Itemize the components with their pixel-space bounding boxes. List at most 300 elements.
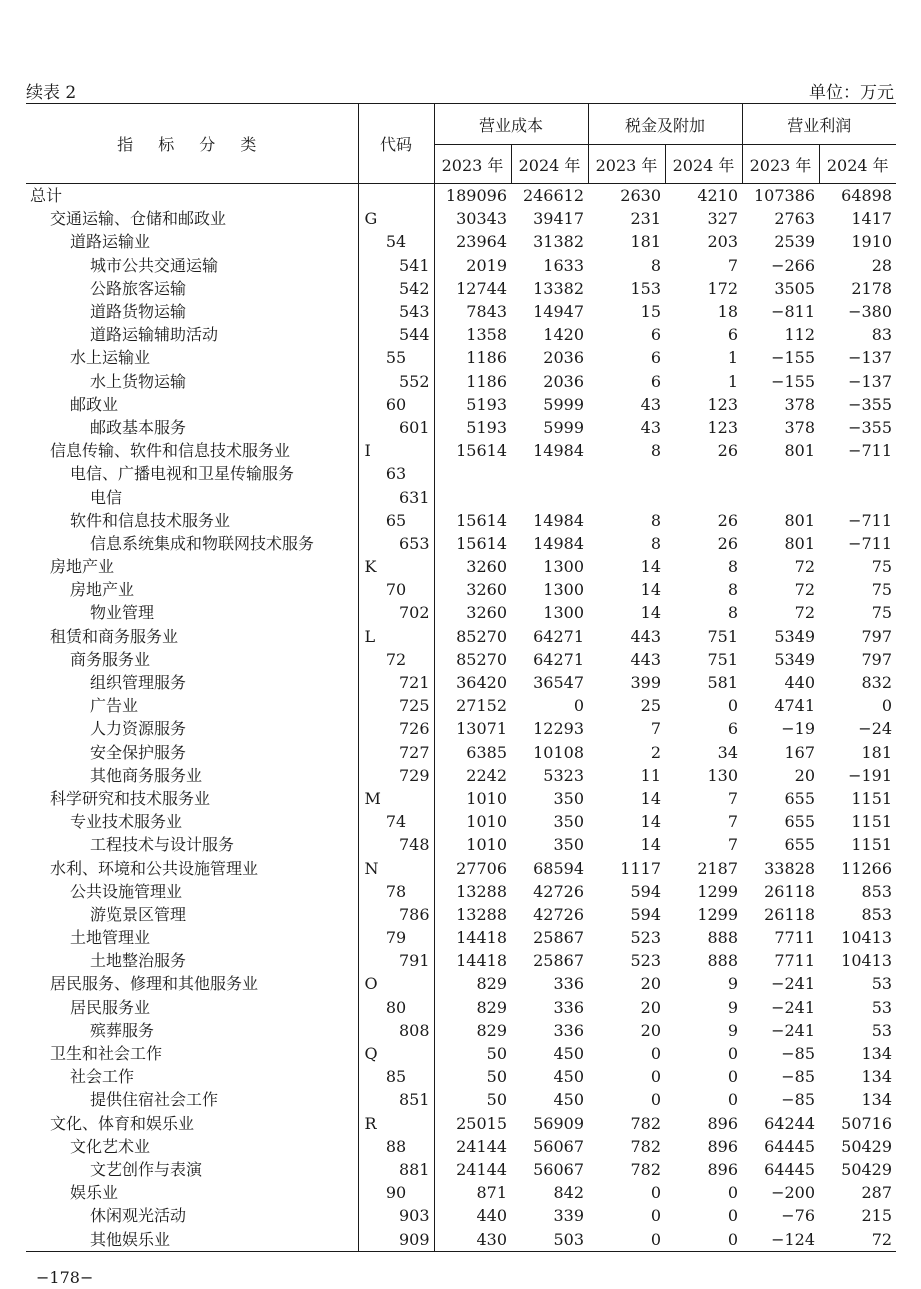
row-value: 797: [861, 626, 893, 646]
row-value: 167: [784, 742, 816, 762]
row-value: 1186: [466, 371, 507, 391]
row-value: 181: [630, 232, 662, 252]
row-value: 123: [707, 417, 739, 437]
table-row: [26, 485, 896, 508]
row-value: 378: [784, 394, 816, 414]
row-value: 83: [871, 325, 893, 345]
row-code: 808: [358, 1019, 434, 1042]
row-category-name: 文化艺术业: [70, 1136, 151, 1156]
table-row: [26, 207, 896, 230]
table-row: [26, 926, 896, 949]
row-value: 25867: [533, 928, 585, 948]
row-value: 64271: [533, 626, 585, 646]
row-value: 7711: [774, 951, 816, 971]
row-value: 0: [727, 1206, 739, 1226]
row-value: 56909: [533, 1113, 585, 1133]
row-category-name: 组织管理服务: [90, 673, 187, 693]
row-value: 10108: [533, 742, 585, 762]
row-value: 85270: [456, 626, 507, 646]
row-value: 2019: [466, 255, 507, 275]
table-row: [26, 370, 896, 393]
table-row: [26, 1181, 896, 1204]
header-year: 2024 年: [819, 145, 896, 184]
row-value: 440: [476, 1206, 507, 1226]
row-value: 5999: [543, 394, 585, 414]
row-value: 443: [630, 649, 662, 669]
table-row: [26, 323, 896, 346]
row-code: O: [358, 972, 434, 995]
row-value: 1299: [697, 881, 739, 901]
row-code: 88: [358, 1135, 434, 1158]
row-value: 0: [588, 1227, 665, 1251]
row-value: −85: [781, 1090, 816, 1110]
row-value: 14: [640, 580, 662, 600]
table-row: [26, 439, 896, 462]
row-value: −200: [771, 1183, 816, 1203]
row-value: [511, 485, 588, 508]
row-value: 6385: [466, 742, 507, 762]
row-value: −355: [848, 394, 893, 414]
table-row: [26, 601, 896, 624]
table-row: [26, 972, 896, 995]
row-category-name: 总计: [30, 186, 63, 206]
row-value: 27152: [456, 696, 507, 716]
row-value: 2: [650, 742, 662, 762]
row-value: 14: [640, 788, 662, 808]
row-code: 80: [358, 996, 434, 1019]
row-value: 5193: [466, 417, 507, 437]
row-code: 54: [358, 230, 434, 253]
row-category-name: 城市公共交通运输: [90, 255, 219, 275]
row-value: 13382: [533, 278, 585, 298]
row-category-name: 殡葬服务: [90, 1020, 155, 1040]
table-row: [26, 300, 896, 323]
row-value: 594: [630, 881, 662, 901]
row-value: 0: [881, 696, 893, 716]
row-value: 72: [819, 1227, 896, 1251]
row-value: 5349: [774, 649, 816, 669]
row-code: M: [358, 787, 434, 810]
row-value: 1300: [543, 557, 585, 577]
row-category-name: 租赁和商务服务业: [50, 626, 179, 646]
row-value: 871: [476, 1183, 507, 1203]
row-value: −711: [848, 510, 893, 530]
row-value: 7: [727, 788, 739, 808]
table-row: [26, 856, 896, 879]
row-code: 702: [358, 601, 434, 624]
row-code: 791: [358, 949, 434, 972]
row-value: 75: [871, 580, 893, 600]
row-value: 2539: [774, 232, 816, 252]
row-value: 1358: [466, 325, 507, 345]
row-value: 18: [717, 302, 739, 322]
row-value: 33828: [764, 858, 816, 878]
header-code: 代码: [358, 104, 434, 184]
table-row: [26, 741, 896, 764]
row-category-name: 电信、广播电视和卫星传输服务: [70, 464, 295, 484]
row-category-name: 公路旅客运输: [90, 278, 187, 298]
row-value: [434, 462, 511, 485]
table-row: [26, 1065, 896, 1088]
row-code: 74: [358, 810, 434, 833]
row-category-name: 房地产业: [50, 557, 115, 577]
row-value: 20: [640, 974, 662, 994]
row-value: 53: [871, 974, 893, 994]
row-value: 11: [640, 765, 662, 785]
row-value: 896: [707, 1159, 739, 1179]
row-value: 7711: [774, 928, 816, 948]
row-value: 829: [476, 974, 507, 994]
row-value: 2187: [697, 858, 739, 878]
row-value: 50: [486, 1090, 507, 1110]
row-value: 7: [650, 719, 662, 739]
row-value: −241: [771, 1020, 816, 1040]
row-value: 3260: [466, 557, 507, 577]
table-row: [26, 671, 896, 694]
row-category-name: 房地产业: [70, 580, 135, 600]
row-value: 72: [794, 580, 816, 600]
row-value: 14947: [533, 302, 585, 322]
row-value: 6: [650, 371, 662, 391]
row-category-name: 游览景区管理: [90, 904, 187, 924]
row-code: 78: [358, 880, 434, 903]
row-code: 70: [358, 578, 434, 601]
row-value: 751: [707, 649, 739, 669]
row-value: 23964: [456, 232, 507, 252]
row-value: 1151: [851, 788, 893, 808]
row-value: 8: [650, 441, 662, 461]
row-value: 1151: [851, 835, 893, 855]
row-value: 801: [784, 510, 816, 530]
row-value: 172: [707, 278, 739, 298]
row-category-name: 人力资源服务: [90, 719, 187, 739]
row-value: 7843: [466, 302, 507, 322]
row-value: 56067: [533, 1159, 585, 1179]
row-category-name: 其他商务服务业: [90, 765, 203, 785]
row-category-name: 专业技术服务业: [70, 812, 183, 832]
row-code: I: [358, 439, 434, 462]
row-value: 0: [727, 696, 739, 716]
row-value: −85: [781, 1044, 816, 1064]
row-value: 0: [650, 1206, 662, 1226]
row-value: 8: [650, 533, 662, 553]
table-row: [26, 230, 896, 253]
row-category-name: 交通运输、仓储和邮政业: [50, 209, 227, 229]
row-value: 189096: [445, 186, 507, 206]
row-value: −191: [848, 765, 893, 785]
row-value: [742, 462, 819, 485]
row-code: 55: [358, 346, 434, 369]
row-code: 601: [358, 416, 434, 439]
row-category-name: 休闲观光活动: [90, 1206, 187, 1226]
row-code: 851: [358, 1088, 434, 1111]
row-value: 8: [650, 255, 662, 275]
row-value: 43: [640, 417, 662, 437]
header-year: 2023 年: [588, 145, 665, 184]
row-value: 25: [640, 696, 662, 716]
row-value: 1010: [466, 788, 507, 808]
header-group-operating-cost: 营业成本: [434, 104, 588, 145]
row-value: 31382: [533, 232, 585, 252]
row-code: 544: [358, 323, 434, 346]
table-row: [26, 1227, 896, 1251]
row-category-name: 邮政业: [70, 394, 119, 414]
row-value: 20: [794, 765, 816, 785]
row-value: 6: [650, 325, 662, 345]
row-value: 112: [784, 325, 816, 345]
row-category-name: 居民服务、修理和其他服务业: [50, 974, 259, 994]
table-row: [26, 810, 896, 833]
row-value: 12293: [533, 719, 585, 739]
table-row: [26, 1158, 896, 1181]
row-value: −19: [781, 719, 816, 739]
row-value: [665, 462, 742, 485]
row-value: 36547: [533, 673, 585, 693]
row-value: 0: [727, 1044, 739, 1064]
row-code: 729: [358, 764, 434, 787]
table-row: [26, 1088, 896, 1111]
row-value: 0: [727, 1067, 739, 1087]
table-row: [26, 1204, 896, 1227]
row-value: 751: [707, 626, 739, 646]
unit-label: 单位：万元: [809, 83, 894, 103]
row-code: L: [358, 625, 434, 648]
row-code: Q: [358, 1042, 434, 1065]
row-value: 2630: [620, 186, 662, 206]
row-value: 7: [727, 835, 739, 855]
row-category-name: 信息传输、软件和信息技术服务业: [50, 441, 291, 461]
row-code: 909: [358, 1227, 434, 1251]
row-value: [588, 485, 665, 508]
row-value: 896: [707, 1136, 739, 1156]
row-value: 24144: [456, 1136, 507, 1156]
table-row: [26, 1042, 896, 1065]
row-value: −241: [771, 974, 816, 994]
row-value: 7: [727, 812, 739, 832]
header-year: 2024 年: [665, 145, 742, 184]
row-value: 36420: [456, 673, 507, 693]
row-value: 336: [553, 1020, 585, 1040]
table-row: [26, 648, 896, 671]
row-code: 631: [358, 485, 434, 508]
row-value: −85: [781, 1067, 816, 1087]
row-value: −241: [771, 997, 816, 1017]
row-value: 2763: [774, 209, 816, 229]
row-value: [742, 485, 819, 508]
row-value: 523: [630, 951, 662, 971]
row-value: 14: [640, 835, 662, 855]
row-value: 50429: [841, 1159, 893, 1179]
row-code: 63: [358, 462, 434, 485]
table-row: [26, 555, 896, 578]
row-category-name: 信息系统集成和物联网技术服务: [90, 533, 315, 553]
row-code: 727: [358, 741, 434, 764]
row-code: 90: [358, 1181, 434, 1204]
row-value: 378: [784, 417, 816, 437]
row-value: 450: [553, 1044, 585, 1064]
row-value: 6: [727, 719, 739, 739]
row-value: [434, 485, 511, 508]
row-value: 450: [553, 1090, 585, 1110]
row-value: 339: [553, 1206, 585, 1226]
row-code: 726: [358, 717, 434, 740]
row-code: 653: [358, 532, 434, 555]
table-body: [26, 184, 896, 1252]
row-code: 903: [358, 1204, 434, 1227]
row-value: 0: [650, 1090, 662, 1110]
row-category-name: 道路运输辅助活动: [90, 325, 219, 345]
row-value: 9: [727, 1020, 739, 1040]
row-value: 829: [476, 1020, 507, 1040]
row-value: 6: [727, 325, 739, 345]
row-value: 3505: [774, 278, 816, 298]
row-value: 39417: [533, 209, 585, 229]
row-value: 6: [650, 348, 662, 368]
row-value: 53: [871, 997, 893, 1017]
table-row: [26, 764, 896, 787]
row-value: 15614: [456, 510, 507, 530]
row-value: 4741: [774, 696, 816, 716]
table-row: [26, 578, 896, 601]
row-value: 42726: [533, 881, 585, 901]
row-value: 287: [861, 1183, 893, 1203]
row-value: 68594: [533, 858, 585, 878]
row-code: 543: [358, 300, 434, 323]
row-category-name: 居民服务业: [70, 997, 151, 1017]
row-value: 801: [784, 441, 816, 461]
row-code: 721: [358, 671, 434, 694]
row-value: 594: [630, 904, 662, 924]
row-value: 13288: [456, 881, 507, 901]
row-value: −124: [742, 1227, 819, 1251]
row-code: 60: [358, 393, 434, 416]
row-value: 829: [476, 997, 507, 1017]
row-category-name: 文化、体育和娱乐业: [50, 1113, 195, 1133]
table-row: [26, 509, 896, 532]
row-category-name: 软件和信息技术服务业: [70, 510, 231, 530]
row-value: 75: [871, 557, 893, 577]
row-value: 5193: [466, 394, 507, 414]
row-value: −24: [858, 719, 893, 739]
row-value: 107386: [753, 186, 816, 206]
row-value: 10413: [841, 951, 893, 971]
table-row: [26, 694, 896, 717]
row-value: 523: [630, 928, 662, 948]
row-value: 14984: [533, 510, 585, 530]
row-value: 2036: [543, 371, 585, 391]
row-code: 85: [358, 1065, 434, 1088]
table-continuation-label: 续表 2: [26, 83, 77, 103]
row-value: 134: [861, 1090, 893, 1110]
row-value: 1: [727, 348, 739, 368]
row-value: 215: [861, 1206, 893, 1226]
table-row: [26, 625, 896, 648]
row-value: 5323: [543, 765, 585, 785]
row-value: 3260: [466, 580, 507, 600]
row-code: [358, 184, 434, 208]
statistics-table: [26, 103, 896, 1252]
row-value: 64898: [841, 186, 893, 206]
row-value: 782: [630, 1113, 662, 1133]
row-category-name: 道路运输业: [70, 232, 151, 252]
row-value: 50: [486, 1044, 507, 1064]
row-value: 26: [717, 441, 739, 461]
row-value: −380: [848, 302, 893, 322]
table-row: [26, 462, 896, 485]
row-value: 7: [727, 255, 739, 275]
table-row: [26, 277, 896, 300]
row-value: −137: [848, 348, 893, 368]
table-row: [26, 949, 896, 972]
row-value: −355: [848, 417, 893, 437]
row-value: 1186: [466, 348, 507, 368]
row-code: 881: [358, 1158, 434, 1181]
row-category-name: 电信: [90, 487, 123, 507]
row-value: 14984: [533, 533, 585, 553]
row-value: 53: [871, 1020, 893, 1040]
row-value: 832: [861, 673, 893, 693]
row-value: 24144: [456, 1159, 507, 1179]
table-row: [26, 1112, 896, 1135]
row-value: −155: [771, 371, 816, 391]
row-value: 8: [727, 580, 739, 600]
row-value: 336: [553, 997, 585, 1017]
row-value: 581: [707, 673, 739, 693]
row-value: [511, 462, 588, 485]
row-code: K: [358, 555, 434, 578]
row-value: 64271: [533, 649, 585, 669]
table-row: [26, 1019, 896, 1042]
row-code: 786: [358, 903, 434, 926]
row-value: 1: [727, 371, 739, 391]
row-value: 64445: [764, 1159, 816, 1179]
row-value: 3260: [466, 603, 507, 623]
row-value: 8: [727, 557, 739, 577]
row-value: 327: [707, 209, 739, 229]
row-value: 26118: [764, 904, 816, 924]
row-value: 64445: [764, 1136, 816, 1156]
row-value: 888: [707, 951, 739, 971]
row-value: 888: [707, 928, 739, 948]
row-value: 11266: [841, 858, 893, 878]
row-value: 1420: [543, 325, 585, 345]
row-value: 4210: [697, 186, 739, 206]
table-row: [26, 416, 896, 439]
row-value: 797: [861, 649, 893, 669]
row-value: 30343: [456, 209, 507, 229]
row-value: 0: [650, 1067, 662, 1087]
row-value: 842: [553, 1183, 585, 1203]
row-value: 134: [861, 1067, 893, 1087]
row-category-name: 科学研究和技术服务业: [50, 788, 211, 808]
row-category-name: 物业管理: [90, 603, 155, 623]
row-value: 655: [784, 788, 816, 808]
row-value: 246612: [522, 186, 585, 206]
row-value: −811: [771, 302, 816, 322]
row-code: 552: [358, 370, 434, 393]
row-value: 336: [553, 974, 585, 994]
row-value: 34: [717, 742, 739, 762]
row-value: 443: [630, 626, 662, 646]
row-value: 9: [727, 974, 739, 994]
row-value: 85270: [456, 649, 507, 669]
row-value: 26118: [764, 881, 816, 901]
row-category-name: 公共设施管理业: [70, 881, 183, 901]
row-category-name: 水上货物运输: [90, 371, 187, 391]
row-value: 14: [640, 812, 662, 832]
row-value: 1300: [543, 580, 585, 600]
row-value: 43: [640, 394, 662, 414]
